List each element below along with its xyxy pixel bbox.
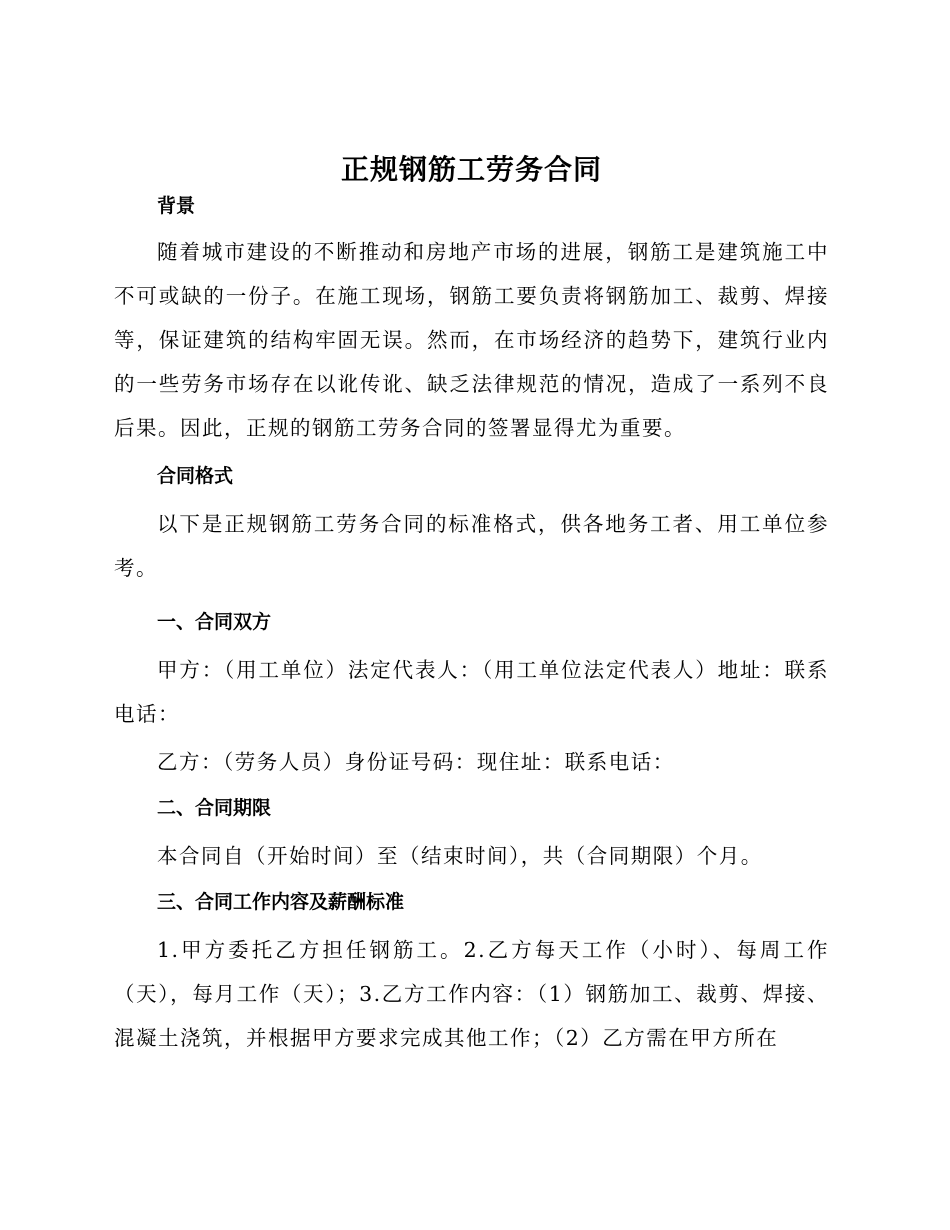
section-heading-background: 背景 — [157, 195, 196, 217]
document-title: 正规钢筋工劳务合同 — [340, 154, 602, 185]
paragraph-term: 本合同自（开始时间）至（结束时间），共（合同期限）个月。 — [157, 844, 763, 868]
paragraph-party-b: 乙方：（劳务人员）身份证号码：现住址：联系电话： — [157, 750, 675, 774]
section-heading-parties: 一、合同双方 — [157, 611, 272, 633]
section-heading-term: 二、合同期限 — [157, 797, 272, 819]
paragraph-work: 1.甲方委托乙方担任钢筋工。2.乙方每天工作（小时）、每周工作（天），每月工作（天）；3.乙方工作内容：（1）钢筋加工、裁剪、焊接、混凝土浇筑，并根据甲方要求完成其他工作；（2）乙方需在甲方所在 — [114, 938, 829, 1050]
paragraph-party-a: 甲方：（用工单位）法定代表人：（用工单位法定代表人）地址：联系电话： — [114, 658, 829, 726]
document-body — [114, 148, 829, 1060]
section-heading-work: 三、合同工作内容及薪酬标准 — [157, 891, 405, 913]
paragraph-format: 以下是正规钢筋工劳务合同的标准格式，供各地务工者、用工单位参考。 — [114, 512, 829, 580]
section-heading-format: 合同格式 — [157, 465, 234, 487]
paragraph-background: 随着城市建设的不断推动和房地产市场的进展，钢筋工是建筑施工中不可或缺的一份子。在施工现场，钢筋工要负责将钢筋加工、裁剪、焊接等，保证建筑的结构牢固无误。然而，在市场经济的趋势下，建筑行业内的一些劳务市场存在以讹传讹、缺乏法律规范的情况，造成了一系列不良后果。因此，正规的钢筋工劳务合同的签署显得尤为重要。 — [114, 240, 829, 440]
